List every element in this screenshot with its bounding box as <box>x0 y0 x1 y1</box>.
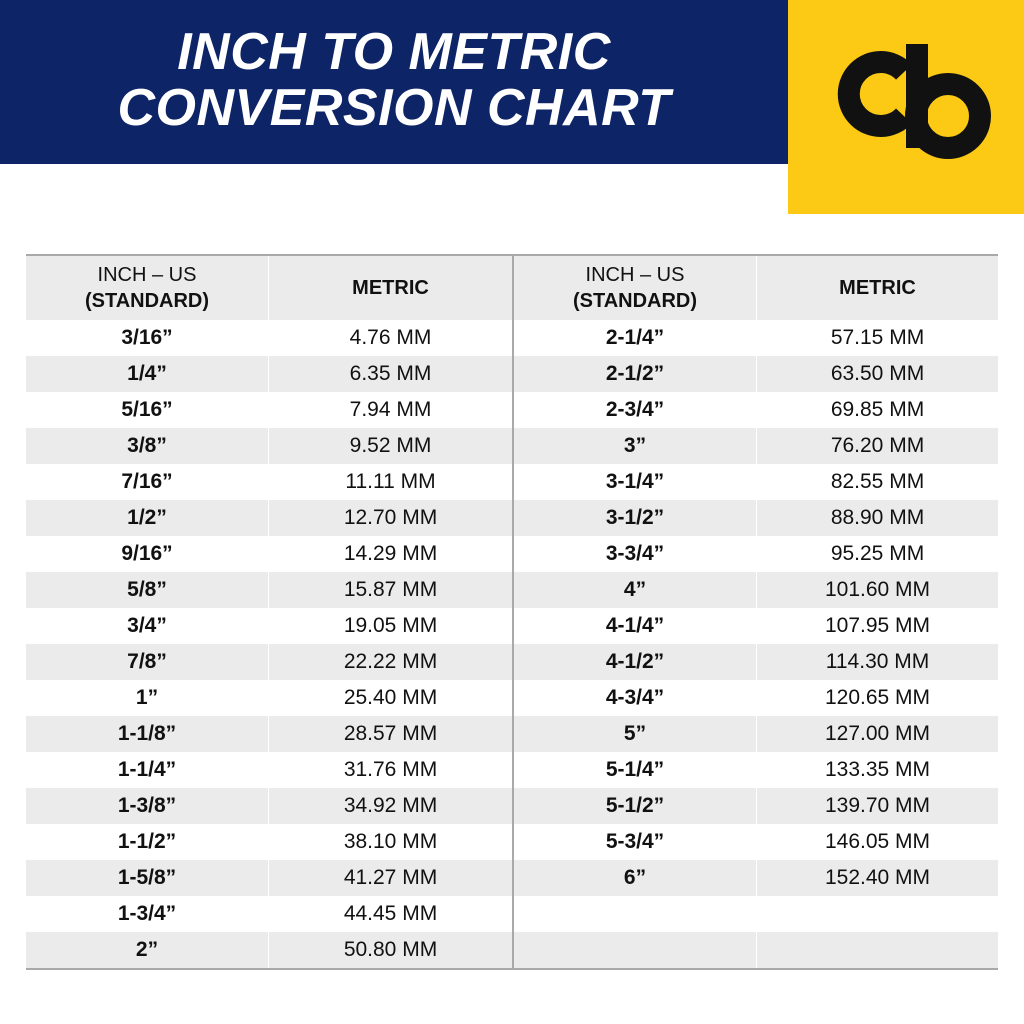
metric-value: 15.87 MM <box>343 578 438 601</box>
inch-value <box>514 932 757 968</box>
table-left-half <box>26 256 512 968</box>
table-row <box>26 932 512 968</box>
inch-value: 4-1/2” <box>514 644 757 680</box>
table-row <box>514 392 998 428</box>
table-row <box>26 716 512 752</box>
table-header-row <box>26 256 512 320</box>
inch-value: 3-1/4” <box>514 464 757 500</box>
inch-value: 5/16” <box>26 392 269 428</box>
inch-value: 1-1/8” <box>26 716 269 752</box>
inch-value: 7/16” <box>26 464 269 500</box>
table-row <box>514 680 998 716</box>
inch-value: 4” <box>514 572 757 608</box>
table-row <box>514 428 998 464</box>
inch-value: 3/4” <box>26 608 269 644</box>
table-row <box>26 392 512 428</box>
inch-value: 1-3/8” <box>26 788 269 824</box>
table-left-body <box>26 320 512 968</box>
inch-value: 4-1/4” <box>514 608 757 644</box>
metric-value: 146.05 MM <box>824 830 931 853</box>
inch-value <box>514 896 757 932</box>
inch-value: 5/8” <box>26 572 269 608</box>
inch-value: 4-3/4” <box>514 680 757 716</box>
table-row <box>514 320 998 356</box>
metric-value: 107.95 MM <box>824 614 931 637</box>
metric-value: 139.70 MM <box>824 794 931 817</box>
inch-value: 1-5/8” <box>26 860 269 896</box>
table-row <box>514 500 998 536</box>
table-header-row <box>514 256 998 320</box>
inch-value: 7/8” <box>26 644 269 680</box>
inch-value: 1-1/2” <box>26 824 269 860</box>
metric-value: 9.52 MM <box>349 434 432 457</box>
table-row <box>514 464 998 500</box>
cb-logo-icon <box>788 0 1024 214</box>
metric-value: 82.55 MM <box>830 470 925 493</box>
table-row <box>26 428 512 464</box>
metric-value: 7.94 MM <box>349 398 432 421</box>
header-inch-line2: (STANDARD) <box>572 290 698 312</box>
table-row <box>26 536 512 572</box>
header-inch <box>26 256 269 320</box>
inch-value: 2-1/4” <box>514 320 757 356</box>
inch-value: 5-3/4” <box>514 824 757 860</box>
inch-value: 3-1/2” <box>514 500 757 536</box>
table-row <box>26 500 512 536</box>
metric-value: 28.57 MM <box>343 722 438 745</box>
page-title <box>0 24 788 136</box>
title-banner <box>0 0 788 164</box>
inch-value: 5-1/2” <box>514 788 757 824</box>
table-row <box>514 932 998 968</box>
metric-value: 11.11 MM <box>345 470 436 493</box>
table-row <box>26 896 512 932</box>
metric-value: 88.90 MM <box>830 506 925 529</box>
table-right-half <box>512 256 998 968</box>
inch-value: 2-1/2” <box>514 356 757 392</box>
metric-value: 25.40 MM <box>343 686 438 709</box>
metric-value: 57.15 MM <box>830 326 925 349</box>
inch-value: 3” <box>514 428 757 464</box>
inch-value: 5-1/4” <box>514 752 757 788</box>
metric-value: 22.22 MM <box>343 650 438 673</box>
metric-value: 31.76 MM <box>343 758 438 781</box>
metric-value: 34.92 MM <box>343 794 438 817</box>
table-row <box>26 644 512 680</box>
metric-value: 127.00 MM <box>824 722 931 745</box>
metric-value: 12.70 MM <box>343 506 438 529</box>
table-right-body <box>514 320 998 968</box>
table-row <box>26 356 512 392</box>
metric-value: 63.50 MM <box>830 362 925 385</box>
header-inch-line2: (STANDARD) <box>84 290 210 312</box>
title-line-2: CONVERSION CHART <box>117 79 671 137</box>
inch-value: 3/8” <box>26 428 269 464</box>
metric-value: 50.80 MM <box>343 938 438 961</box>
table-row <box>26 680 512 716</box>
header-metric: METRIC <box>352 277 429 299</box>
inch-value: 3-3/4” <box>514 536 757 572</box>
inch-value: 1/2” <box>26 500 269 536</box>
title-line-1: INCH TO METRIC <box>177 23 611 81</box>
table-row <box>514 572 998 608</box>
metric-value: 120.65 MM <box>824 686 931 709</box>
header-inch-line1: INCH – US <box>97 264 197 286</box>
inch-value: 1-1/4” <box>26 752 269 788</box>
table-row <box>514 644 998 680</box>
table-row <box>514 896 998 932</box>
header-metric: METRIC <box>839 277 916 299</box>
metric-value: 44.45 MM <box>343 902 438 925</box>
table-row <box>514 860 998 896</box>
metric-value: 95.25 MM <box>830 542 925 565</box>
inch-value: 1-3/4” <box>26 896 269 932</box>
metric-value: 152.40 MM <box>824 866 931 889</box>
header-inch <box>514 256 757 320</box>
table-row <box>26 824 512 860</box>
metric-value <box>757 896 998 932</box>
metric-value: 133.35 MM <box>824 758 931 781</box>
inch-value: 1/4” <box>26 356 269 392</box>
inch-value: 2” <box>26 932 269 968</box>
inch-value: 3/16” <box>26 320 269 356</box>
logo-panel <box>788 0 1024 214</box>
inch-value: 5” <box>514 716 757 752</box>
table-row <box>514 824 998 860</box>
header-inch-line1: INCH – US <box>585 264 685 286</box>
inch-value: 9/16” <box>26 536 269 572</box>
table-row <box>26 752 512 788</box>
table-row <box>26 860 512 896</box>
table-row <box>26 464 512 500</box>
metric-value: 69.85 MM <box>830 398 925 421</box>
table-row <box>514 356 998 392</box>
table-row <box>26 320 512 356</box>
metric-value: 76.20 MM <box>830 434 925 457</box>
metric-value: 4.76 MM <box>349 326 432 349</box>
metric-value: 101.60 MM <box>824 578 931 601</box>
table-row <box>26 788 512 824</box>
table-row <box>514 608 998 644</box>
inch-value: 2-3/4” <box>514 392 757 428</box>
table-row <box>26 608 512 644</box>
conversion-table <box>26 254 998 970</box>
table-row <box>514 788 998 824</box>
metric-value: 38.10 MM <box>343 830 438 853</box>
metric-value <box>757 932 998 968</box>
table-row <box>514 536 998 572</box>
metric-value: 114.30 MM <box>825 650 930 673</box>
inch-value: 6” <box>514 860 757 896</box>
table-row <box>514 752 998 788</box>
metric-value: 6.35 MM <box>349 362 432 385</box>
metric-value: 14.29 MM <box>343 542 438 565</box>
metric-value: 19.05 MM <box>343 614 438 637</box>
inch-value: 1” <box>26 680 269 716</box>
table-row <box>26 572 512 608</box>
metric-value: 41.27 MM <box>343 866 438 889</box>
table-row <box>514 716 998 752</box>
